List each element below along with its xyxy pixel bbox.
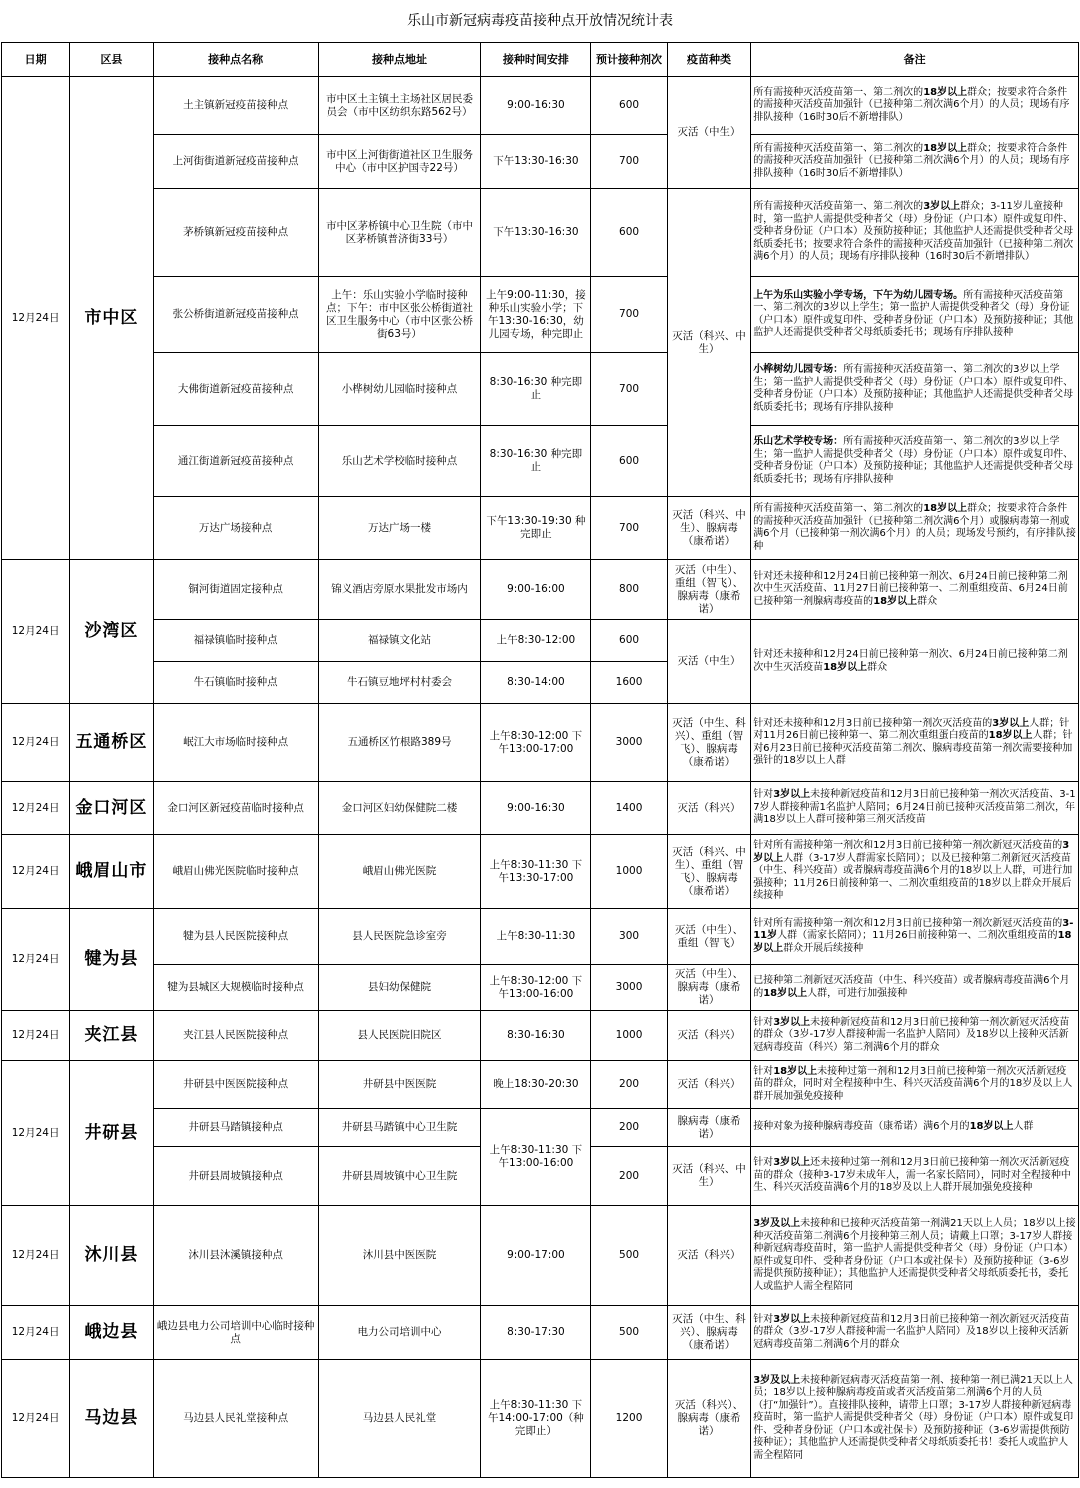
site-name-cell: 通江街道新冠疫苗接种点	[153, 426, 318, 497]
date-cell: 12月24日	[2, 1011, 70, 1061]
time-cell: 上午9:00-11:30，接种乐山实验小学；下午13:30-16:30，幼儿园专场，种完即止	[481, 277, 591, 353]
address-cell: 县人民医院急诊室旁	[318, 909, 481, 965]
district-cell: 井研县	[70, 1061, 153, 1206]
time-cell: 上午8:30-11:30 下午13:30-17:00	[481, 835, 591, 909]
vaccine-cell: 腺病毒（康希诺）	[667, 1109, 750, 1147]
doses-cell: 3000	[591, 704, 667, 782]
vaccine-cell: 灭活（中生）、重组（智飞）	[667, 909, 750, 965]
time-cell: 上午8:30-11:30 下午13:00-16:00	[481, 1109, 591, 1206]
header-doses: 预计接种剂次	[591, 43, 667, 77]
site-name-cell: 土主镇新冠疫苗接种点	[153, 77, 318, 135]
time-cell: 下午13:30-16:30	[481, 189, 591, 277]
date-cell: 12月24日	[2, 909, 70, 1011]
header-time: 接种时间安排	[481, 43, 591, 77]
doses-cell: 500	[591, 1206, 667, 1306]
site-name-cell: 岷江大市场临时接种点	[153, 704, 318, 782]
address-cell: 金口河区妇幼保健院二楼	[318, 782, 481, 835]
address-cell: 锦义酒店旁原水果批发市场内	[318, 560, 481, 620]
address-cell: 市中区茅桥镇中心卫生院（市中区茅桥镇普济街33号）	[318, 189, 481, 277]
address-cell: 小桦树幼儿园临时接种点	[318, 353, 481, 426]
site-name-cell: 井研县周坡镇接种点	[153, 1147, 318, 1206]
time-cell: 8:30-14:00	[481, 662, 591, 704]
address-cell: 沐川县中医医院	[318, 1206, 481, 1306]
note-cell: 针对3岁以上未接种新冠疫苗和12月3日前已接种第一剂次新冠灭活疫苗的群众（3岁-17岁人群接种需一名监护人陪同）及18岁以上接种灭活新冠病毒疫苗（科兴）第二剂满6个月的群众	[751, 1011, 1079, 1061]
header-district: 区县	[70, 43, 153, 77]
site-name-cell: 犍为县城区大规模临时接种点	[153, 965, 318, 1011]
address-cell: 井研县中医医院	[318, 1061, 481, 1109]
table-row	[2, 560, 1079, 620]
district-cell: 犍为县	[70, 909, 153, 1011]
doses-cell: 700	[591, 277, 667, 353]
vaccine-cell: 灭活（科兴）	[667, 782, 750, 835]
address-cell: 电力公司培训中心	[318, 1306, 481, 1360]
note-cell: 所有需接种灭活疫苗第一、第二剂次的3岁以上群众；3-11岁儿童接种时，第一监护人需提供受种者父（母）身份证（户口本）原件或复印件、受种者身份证（户口本）及预防接种证；其他监护人还需提供受种者父母纸质委托书；按要求符合条件的需接种灭活疫苗加强针（已接种第二剂次满6个月）的人员；现场有序排队接种（16时30后不新增排队）	[751, 189, 1079, 277]
doses-cell: 1600	[591, 662, 667, 704]
table-row	[2, 1011, 1079, 1061]
time-cell: 下午13:30-16:30	[481, 135, 591, 189]
doses-cell: 300	[591, 909, 667, 965]
note-cell: 针对18岁以上未接种过第一剂和12月3日前已接种第一剂次灭活新冠疫苗的群众，同时对全程接种中生、科兴灭活疫苗满6个月的18岁及以上人群开展加强免疫接种	[751, 1061, 1079, 1109]
district-cell: 沐川县	[70, 1206, 153, 1306]
district-cell: 峨边县	[70, 1306, 153, 1360]
note-cell: 上午为乐山实验小学专场，下午为幼儿园专场。所有需接种灭活疫苗第一、第二剂次的3岁以上学生；第一监护人需提供受种者父（母）身份证（户口本）原件或复印件、受种者身份证（户口本）及预防接种证；其他监护人还需提供受种者父母纸质委托书；现场有序排队接种	[751, 277, 1079, 353]
header-site-name: 接种点名称	[153, 43, 318, 77]
vaccine-cell: 灭活（科兴）、腺病毒（康希诺）	[667, 1360, 750, 1478]
vaccine-cell: 灭活（中生）	[667, 620, 750, 704]
vaccine-cell: 灭活（科兴、中生）、腺病毒（康希诺）	[667, 497, 750, 560]
address-cell: 井研县马踏镇中心卫生院	[318, 1109, 481, 1147]
vaccine-cell: 灭活（中生）	[667, 77, 750, 189]
table-title: 乐山市新冠病毒疫苗接种点开放情况统计表	[407, 13, 673, 29]
table-row	[2, 497, 1079, 560]
time-cell: 上午8:30-12:00	[481, 620, 591, 662]
site-name-cell: 井研县中医医院接种点	[153, 1061, 318, 1109]
time-cell: 上午8:30-11:30 下午14:00-17:00（种完即止）	[481, 1360, 591, 1478]
district-cell: 马边县	[70, 1360, 153, 1478]
header-date: 日期	[2, 43, 70, 77]
doses-cell: 600	[591, 426, 667, 497]
district-cell: 夹江县	[70, 1011, 153, 1061]
site-name-cell: 夹江县人民医院接种点	[153, 1011, 318, 1061]
date-cell: 12月24日	[2, 1061, 70, 1206]
note-cell: 接种对象为接种腺病毒疫苗（康希诺）满6个月的18岁以上人群	[751, 1109, 1079, 1147]
date-cell: 12月24日	[2, 1206, 70, 1306]
address-cell: 上午：乐山实验小学临时接种点；下午：市中区张公桥街道社区卫生服务中心（市中区张公桥街63号）	[318, 277, 481, 353]
doses-cell: 1400	[591, 782, 667, 835]
district-cell: 峨眉山市	[70, 835, 153, 909]
time-cell: 上午8:30-11:30	[481, 909, 591, 965]
district-cell: 五通桥区	[70, 704, 153, 782]
vaccination-table	[1, 42, 1079, 1478]
doses-cell: 600	[591, 620, 667, 662]
site-name-cell: 大佛街道新冠疫苗接种点	[153, 353, 318, 426]
address-cell: 峨眉山佛光医院	[318, 835, 481, 909]
vaccine-cell: 灭活（中生）、重组（智飞）、腺病毒（康希诺）	[667, 560, 750, 620]
doses-cell: 1000	[591, 835, 667, 909]
address-cell: 县人民医院旧院区	[318, 1011, 481, 1061]
note-cell: 针对所有需接种第一剂次和12月3日前已接种第一剂次新冠灭活疫苗的3岁以上人群（3-17岁人群需家长陪同）；以及已接种第二剂新冠灭活疫苗（中生、科兴疫苗）或者腺病毒疫苗满6个月的18岁以上人群，可进行加强接种；11月26日前接种第一、二剂次重组疫苗的18岁以上群众开展后续接种	[751, 835, 1079, 909]
table-row	[2, 782, 1079, 835]
note-cell: 3岁及以上未接种和已接种灭活疫苗第一剂满21天以上人员；18岁以上接种灭活疫苗第二剂满6个月接种第三剂人员；请戴上口罩；3-17岁人群接种新冠病毒疫苗时，第一监护人需提供受种者父（母）身份证（户口本）原件或复印件、受种者身份证（户口本或社保卡）及预防接种证（3-6岁需提供预防接种证）；其他监护人还需提供受种者父母纸质委托书，委托人或监护人需全程陪同	[751, 1206, 1079, 1306]
site-name-cell: 福禄镇临时接种点	[153, 620, 318, 662]
note-cell: 所有需接种灭活疫苗第一、第二剂次的18岁以上群众；按要求符合条件的需接种灭活疫苗加强针（已接种第二剂次满6个月）或腺病毒第一剂或满6个月（已接种第一剂次满6个月）的人员；现场发号预约，有序排队接种	[751, 497, 1079, 560]
address-cell: 乐山艺术学校临时接种点	[318, 426, 481, 497]
doses-cell: 200	[591, 1109, 667, 1147]
address-cell: 福禄镇文化站	[318, 620, 481, 662]
time-cell: 9:00-17:00	[481, 1206, 591, 1306]
time-cell: 上午8:30-12:00 下午13:00-17:00	[481, 704, 591, 782]
table-row	[2, 909, 1079, 965]
vaccine-cell: 灭活（科兴、中生）、重组（智飞）、腺病毒（康希诺）	[667, 835, 750, 909]
time-cell: 9:00-16:00	[481, 560, 591, 620]
note-cell: 所有需接种灭活疫苗第一、第二剂次的18岁以上群众；按要求符合条件的需接种灭活疫苗加强针（已接种第二剂次满6个月）的人员；现场有序排队接种（16时30后不新增排队）	[751, 135, 1079, 189]
note-cell: 所有需接种灭活疫苗第一、第二剂次的18岁以上群众；按要求符合条件的需接种灭活疫苗加强针（已接种第二剂次满6个月）的人员；现场有序排队接种（16时30后不新增排队）	[751, 77, 1079, 135]
date-cell: 12月24日	[2, 704, 70, 782]
date-cell: 12月24日	[2, 77, 70, 560]
date-cell: 12月24日	[2, 560, 70, 704]
time-cell: 上午8:30-12:00 下午13:00-16:00	[481, 965, 591, 1011]
vaccine-cell: 灭活（科兴）	[667, 1061, 750, 1109]
doses-cell: 700	[591, 135, 667, 189]
site-name-cell: 张公桥街道新冠疫苗接种点	[153, 277, 318, 353]
date-cell: 12月24日	[2, 782, 70, 835]
address-cell: 市中区土主镇土主场社区居民委员会（市中区纺织东路562号）	[318, 77, 481, 135]
site-name-cell: 峨边县电力公司培训中心临时接种点	[153, 1306, 318, 1360]
vaccine-cell: 灭活（科兴、中生）	[667, 1147, 750, 1206]
site-name-cell: 沐川县沐溪镇接种点	[153, 1206, 318, 1306]
vaccine-cell: 灭活（中生、科兴）、腺病毒（康希诺）	[667, 1306, 750, 1360]
site-name-cell: 牛石镇临时接种点	[153, 662, 318, 704]
time-cell: 8:30-16:30 种完即止	[481, 353, 591, 426]
note-cell: 针对还未接种和12月3日前已接种第一剂次灭活疫苗的3岁以上人群；针对11月26日前已接种第一、第二剂次重组蛋白疫苗的18岁以上人群；针对6月23日前已接种灭活疫苗第二剂次、腺病毒疫苗第一剂次需要接种加强针的18岁以上人群	[751, 704, 1079, 782]
table-row	[2, 1206, 1079, 1306]
vaccine-cell: 灭活（中生、科兴）、重组（智飞）、腺病毒（康希诺）	[667, 704, 750, 782]
address-cell: 马边县人民礼堂	[318, 1360, 481, 1478]
address-cell: 五通桥区竹根路389号	[318, 704, 481, 782]
table-row	[2, 835, 1079, 909]
note-cell: 乐山艺术学校专场：所有需接种灭活疫苗第一、第二剂次的3岁以上学生；第一监护人需提供受种者父（母）身份证（户口本）原件或复印件、受种者身份证（户口本）及预防接种证；其他监护人还需提供受种者父母纸质委托书；现场有序排队接种	[751, 426, 1079, 497]
site-name-cell: 井研县马踏镇接种点	[153, 1109, 318, 1147]
table-row	[2, 426, 1079, 497]
table-row	[2, 353, 1079, 426]
site-name-cell: 万达广场接种点	[153, 497, 318, 560]
vaccine-cell: 灭活（科兴）	[667, 1206, 750, 1306]
time-cell: 下午13:30-19:30 种完即止	[481, 497, 591, 560]
table-row	[2, 135, 1079, 189]
doses-cell: 700	[591, 497, 667, 560]
header-row	[2, 43, 1079, 77]
table-row	[2, 77, 1079, 135]
note-cell: 针对所有需接种第一剂次和12月3日前已接种第一剂次新冠灭活疫苗的3-11岁人群（需家长陪同）；11月26日前接种第一、二剂次重组疫苗的18岁以上群众开展后续接种	[751, 909, 1079, 965]
table-row	[2, 189, 1079, 277]
address-cell: 牛石镇豆地坪村村委会	[318, 662, 481, 704]
note-cell: 已接种第二剂新冠灭活疫苗（中生、科兴疫苗）或者腺病毒疫苗满6个月的18岁以上人群，可进行加强接种	[751, 965, 1079, 1011]
site-name-cell: 上河街街道新冠疫苗接种点	[153, 135, 318, 189]
address-cell: 市中区上河街街道社区卫生服务中心（市中区护国寺22号）	[318, 135, 481, 189]
site-name-cell: 峨眉山佛光医院临时接种点	[153, 835, 318, 909]
doses-cell: 600	[591, 189, 667, 277]
note-cell: 针对3岁以上还未接种过第一剂和12月3日前已接种第一剂次灭活新冠疫苗的群众（接种3-17岁未成年人，需一名家长陪同），同时对全程接种中生、科兴灭活疫苗满6个月的18岁及以上人群开展加强免疫接种	[751, 1147, 1079, 1206]
note-cell: 针对还未接种和12月24日前已接种第一剂次、6月24日前已接种第二剂次中生灭活疫苗、11月27日前已接种第一、二剂重组疫苗、6月24日前已接种第一剂腺病毒疫苗的18岁以上群众	[751, 560, 1079, 620]
time-cell: 9:00-16:30	[481, 77, 591, 135]
vaccine-cell: 灭活（科兴、中生）	[667, 189, 750, 497]
table-row	[2, 965, 1079, 1011]
site-name-cell: 茅桥镇新冠疫苗接种点	[153, 189, 318, 277]
table-row	[2, 1360, 1079, 1478]
doses-cell: 700	[591, 353, 667, 426]
note-cell: 小桦树幼儿园专场：所有需接种灭活疫苗第一、第二剂次的3岁以上学生；第一监护人需提供受种者父（母）身份证（户口本）原件或复印件、受种者身份证（户口本）及预防接种证；其他监护人还需提供受种者父母纸质委托书；现场有序排队接种	[751, 353, 1079, 426]
time-cell: 8:30-16:30 种完即止	[481, 426, 591, 497]
note-cell: 针对3岁以上未接种新冠疫苗和12月3日前已接种第一剂次新冠灭活疫苗的群众（3岁-17岁人群接种需一名监护人陪同）及18岁以上接种灭活新冠病毒疫苗第二剂满6个月的群众	[751, 1306, 1079, 1360]
site-name-cell: 铜河街道固定接种点	[153, 560, 318, 620]
time-cell: 晚上18:30-20:30	[481, 1061, 591, 1109]
site-name-cell: 马边县人民礼堂接种点	[153, 1360, 318, 1478]
doses-cell: 1000	[591, 1011, 667, 1061]
district-cell: 市中区	[70, 77, 153, 560]
doses-cell: 500	[591, 1306, 667, 1360]
vaccine-cell: 灭活（科兴）	[667, 1011, 750, 1061]
note-cell: 3岁及以上未接种新冠病毒灭活疫苗第一剂、接种第一剂已满21天以上人员；18岁以上接种腺病毒疫苗或者灭活疫苗第二剂满6个月的人员（打“加强针”）。直接排队接种，请带上口罩；3-17岁人群接种新冠病毒疫苗时，第一监护人需提供受种者父（母）身份证（户口本）原件或复印件、受种者身份证（户口本或社保卡）及预防接种证（3-6岁需提供预防接种证）；其他监护人还需提供受种者父母纸质委托书！委托人或监护人需全程陪同	[751, 1360, 1079, 1478]
doses-cell: 600	[591, 77, 667, 135]
site-name-cell: 金口河区新冠疫苗临时接种点	[153, 782, 318, 835]
date-cell: 12月24日	[2, 835, 70, 909]
table-row	[2, 277, 1079, 353]
doses-cell: 1200	[591, 1360, 667, 1478]
header-note: 备注	[751, 43, 1079, 77]
district-cell: 金口河区	[70, 782, 153, 835]
time-cell: 8:30-17:30	[481, 1306, 591, 1360]
doses-cell: 3000	[591, 965, 667, 1011]
table-row	[2, 1306, 1079, 1360]
district-cell: 沙湾区	[70, 560, 153, 704]
table-row	[2, 704, 1079, 782]
header-address: 接种点地址	[318, 43, 481, 77]
doses-cell: 200	[591, 1147, 667, 1206]
address-cell: 县妇幼保健院	[318, 965, 481, 1011]
doses-cell: 800	[591, 560, 667, 620]
date-cell: 12月24日	[2, 1360, 70, 1478]
time-cell: 8:30-16:30	[481, 1011, 591, 1061]
address-cell: 万达广场一楼	[318, 497, 481, 560]
table-row	[2, 620, 1079, 662]
note-cell: 针对还未接种和12月24日前已接种第一剂次、6月24日前已接种第二剂次中生灭活疫苗18岁以上群众	[751, 620, 1079, 704]
address-cell: 井研县周坡镇中心卫生院	[318, 1147, 481, 1206]
header-vaccine: 疫苗种类	[667, 43, 750, 77]
time-cell: 9:00-16:30	[481, 782, 591, 835]
doses-cell: 200	[591, 1061, 667, 1109]
vaccine-cell: 灭活（中生）、腺病毒（康希诺）	[667, 965, 750, 1011]
table-row	[2, 1109, 1079, 1147]
note-cell: 针对3岁以上未接种新冠疫苗和12月3日前已接种第一剂次灭活疫苗、3-17岁人群接种需1名监护人陪同；6月24日前已接种灭活疫苗第二剂次，年满18岁以上人群可接种第三剂灭活疫苗	[751, 782, 1079, 835]
table-row	[2, 1061, 1079, 1109]
date-cell: 12月24日	[2, 1306, 70, 1360]
site-name-cell: 犍为县人民医院接种点	[153, 909, 318, 965]
